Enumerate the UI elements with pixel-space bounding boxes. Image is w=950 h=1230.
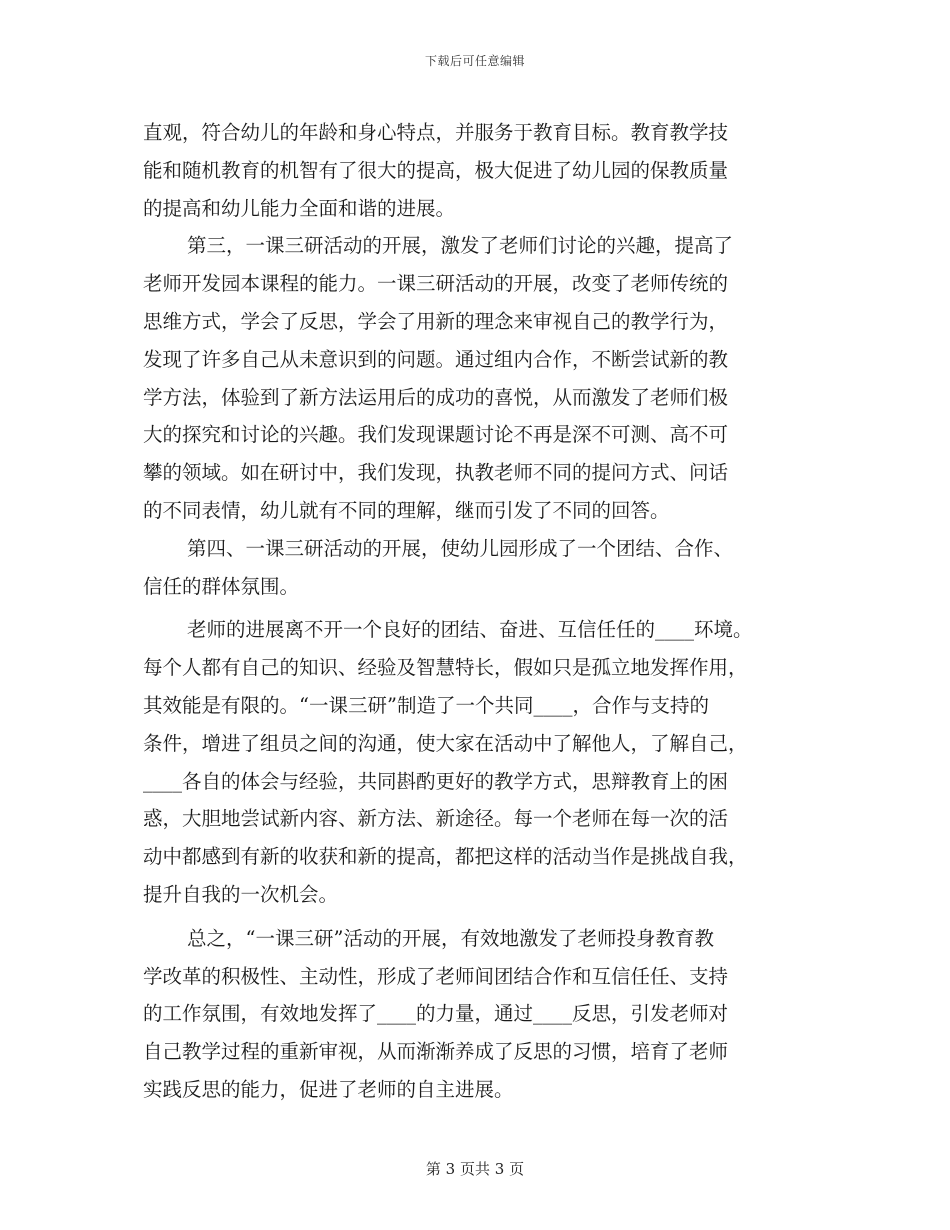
- text-line: 直观，符合幼儿的年龄和身心特点，并服务于教育目标。教育教学技: [143, 121, 729, 144]
- text-line: 条件，增进了组员之间的沟通，使大家在活动中了解他人，了解自己，: [143, 731, 748, 755]
- text-line: 的提高和幼儿能力全面和谐的进展。: [143, 196, 456, 220]
- paragraph-start-line: 第三，一课三研活动的开展，激发了老师们讨论的兴趣，提高了: [187, 234, 734, 258]
- text-line: 能和随机教育的机智有了很大的提高，极大促进了幼儿园的保教质量: [143, 158, 729, 182]
- paragraph-start-line: 第四、一课三研活动的开展，使幼儿园形成了一个团结、合作、: [187, 536, 734, 560]
- text-line: 发现了许多自己从未意识到的问题。通过组内合作，不断尝试新的教: [143, 347, 729, 371]
- paragraph-start-line: 总之，“一课三研”活动的开展，有效地激发了老师投身教育教: [187, 926, 714, 950]
- text-line: 自己教学过程的重新审视，从而渐渐养成了反思的习惯，培育了老师: [143, 1040, 729, 1064]
- text-line: 每个人都有自己的知识、经验及智慧特长，假如只是孤立地发挥作用，: [143, 656, 748, 680]
- document-body: [143, 114, 807, 1109]
- text-line: 实践反思的能力，促进了老师的自主进展。: [143, 1077, 514, 1101]
- text-line: 攀的领域。如在研讨中，我们发现，执教老师不同的提问方式、问话: [143, 461, 729, 485]
- text-line: 思维方式，学会了反思，学会了用新的理念来审视自己的教学行为，: [143, 309, 729, 333]
- text-line: 的不同表情，幼儿就有不同的理解，继而引发了不同的回答。: [143, 498, 670, 522]
- text-line: ____各自的体会与经验，共同斟酌更好的教学方式，思辩教育上的困: [143, 769, 729, 793]
- page-header: 下载后可任意编辑: [424, 54, 525, 68]
- text-line: 信任的群体氛围。: [143, 574, 300, 598]
- text-line: 学改革的积极性、主动性，形成了老师间团结合作和互信任任、支持: [143, 964, 729, 988]
- paragraph-start-line: 老师的进展离不开一个良好的团结、奋进、互信任任的____环境。: [187, 618, 753, 642]
- text-line: 老师开发园本课程的能力。一课三研活动的开展，改变了老师传统的: [143, 272, 729, 296]
- text-line: 大的探究和讨论的兴趣。我们发现课题讨论不再是深不可测、高不可: [143, 423, 729, 447]
- text-line: 学方法，体验到了新方法运用后的成功的喜悦，从而激发了老师们极: [143, 385, 729, 409]
- text-line: 惑，大胆地尝试新内容、新方法、新途径。每一个老师在每一次的活: [143, 807, 729, 831]
- text-line: 其效能是有限的。“一课三研”制造了一个共同____，合作与支持的: [143, 693, 709, 717]
- text-line: 动中都感到有新的收获和新的提高，都把这样的活动当作是挑战自我，: [143, 845, 748, 869]
- text-line: 的工作氛围，有效地发挥了____的力量，通过____反思，引发老师对: [143, 1002, 729, 1026]
- text-line: 提升自我的一次机会。: [143, 882, 339, 906]
- page-footer: 第 3 页共 3 页: [425, 1160, 525, 1178]
